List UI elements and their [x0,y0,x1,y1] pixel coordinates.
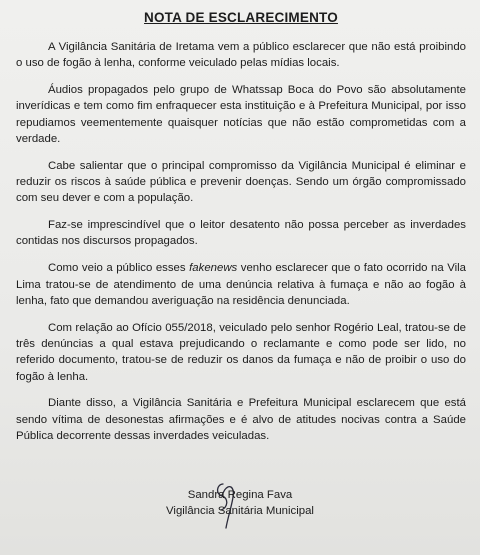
document-title: NOTA DE ESCLARECIMENTO [144,10,338,25]
paragraph-5-start: Como veio a público esses [48,262,190,275]
signature-block [0,487,480,519]
fakenews-term: fakenews [189,262,238,275]
paragraph-4: Faz-se imprescindível que o leitor desatento não possa perceber as inverdades contidas nos discursos propagados. [16,219,466,248]
signatory-name: Sandra Regina Fava [187,489,293,501]
paragraph-5-end: venho esclarecer que o fato ocorrido na Vila Lima tratou-se de atendimento de uma denúncia relativa à fumaça e não ao fogão à lenha, fato que demandou averiguação na residência denunciada. [16,262,467,307]
paragraph-1: A Vigilância Sanitária de Iretama vem a público esclarecer que não está proibindo o uso de fogão à lenha, conforme veiculado pelas mídias locais. [16,41,466,70]
paragraph-6: Com relação ao Ofício 055/2018, veiculado pelo senhor Rogério Leal, tratou-se de três denúncias a qual estava prejudicando o reclamante e como pode ser lido, no referido documento, tratou-se de reduzir os danos da fumaça e não de proibir o uso do fogão à lenha. [16,321,466,383]
paragraph-3: Cabe salientar que o principal compromisso da Vigilância Municipal é eliminar e reduzir os riscos à saúde pública e prevenir doenças. Sendo um órgão compromissado com seu dever e com a população. [16,159,466,205]
paragraph-7: Diante disso, a Vigilância Sanitária e Prefeitura Municipal esclarecem que está sendo vítima de desonestas afirmações e é alvo de atitudes nocivas contra a Saúde Pública decorrente dessas inverdades veiculadas. [16,397,466,442]
paragraph-2: Áudios propagados pelo grupo de Whatssap Boca do Povo são absolutamente inverídicas e tem como fim enfraquecer esta instituição e à Prefeitura Municipal, por isso repudiamos veementemente quaisquer notícias que não estão comprometidas com a verdade. [16,84,466,145]
paragraph-5 [16,260,466,309]
signatory-role: Vigilância Sanitária Municipal [166,505,314,517]
